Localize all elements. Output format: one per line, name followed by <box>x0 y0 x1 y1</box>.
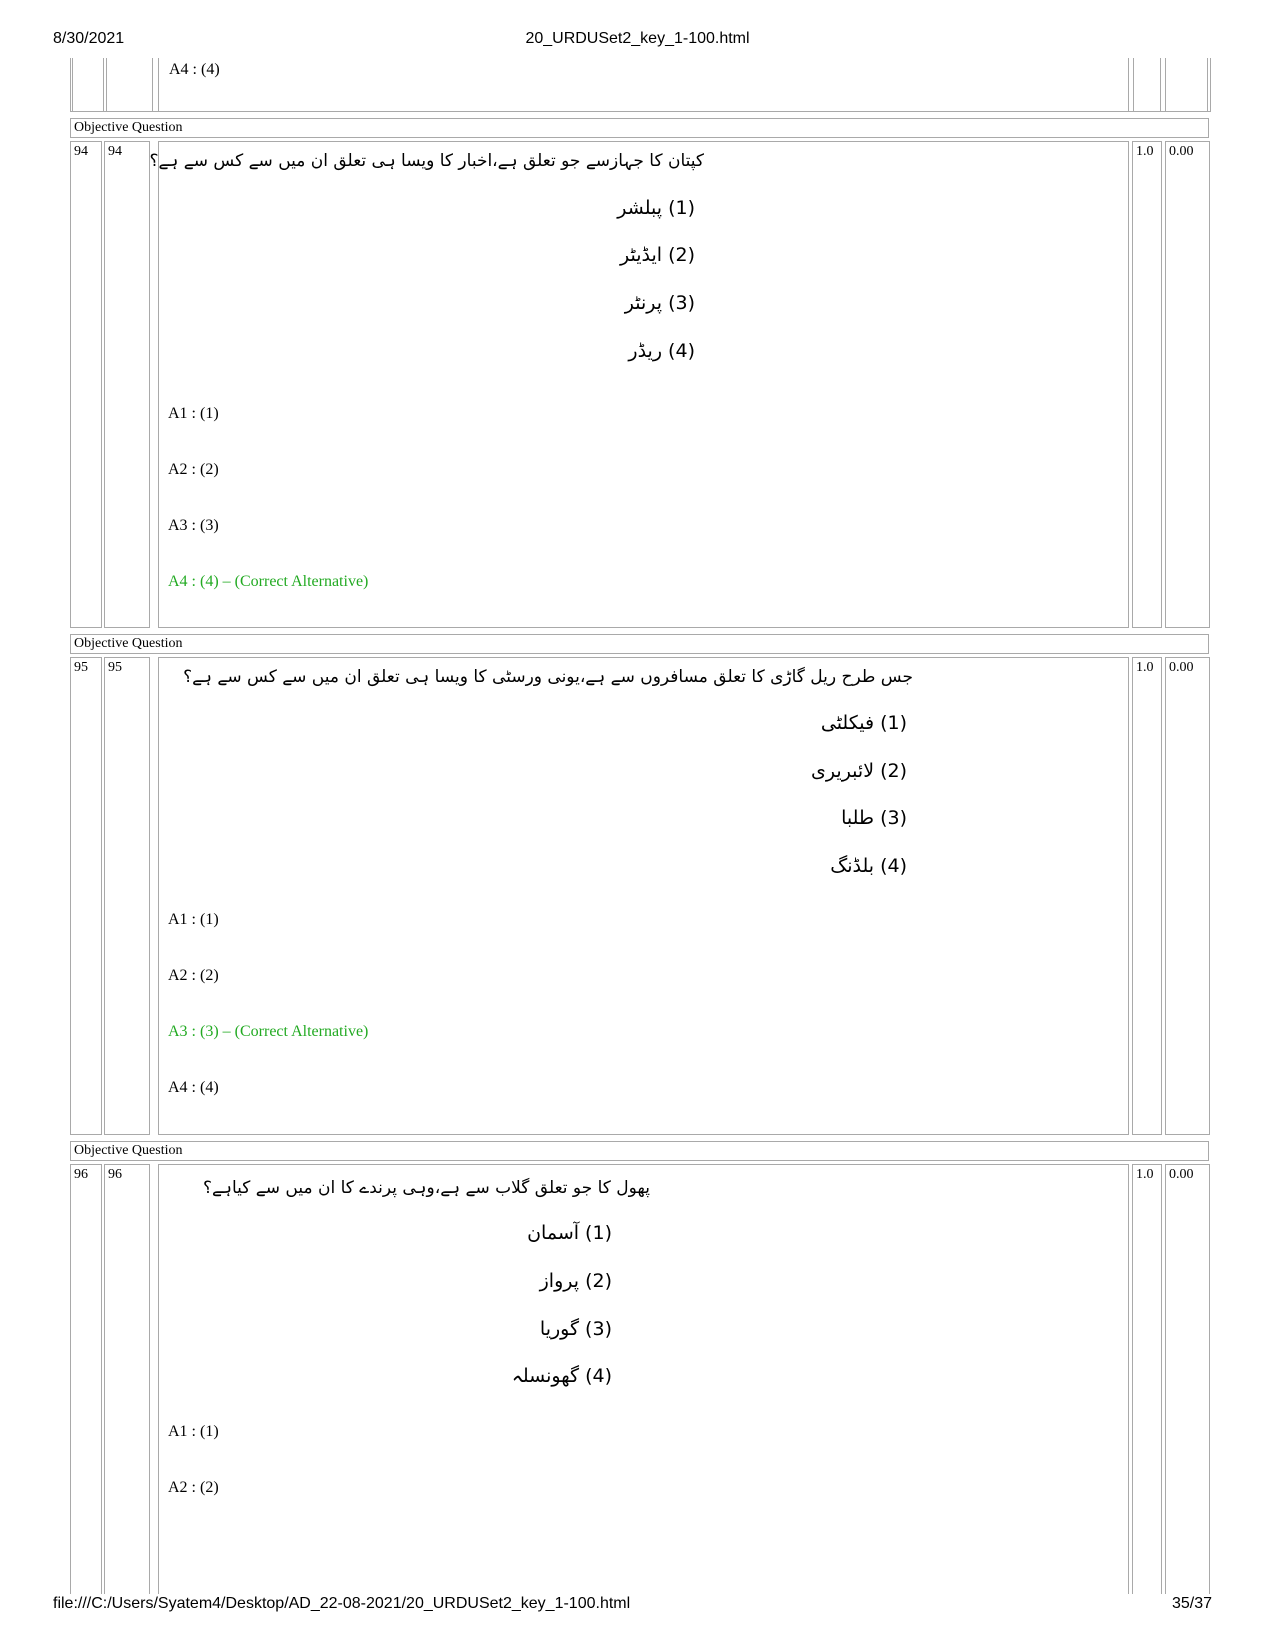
answer-a2: A2 : (2) <box>168 967 219 984</box>
print-header <box>0 30 1275 52</box>
answer-a3-correct: A3 : (3) – (Correct Alternative) <box>168 1023 369 1040</box>
option-3: (3) گوریا <box>539 1318 612 1340</box>
answer-a2: A2 : (2) <box>168 461 219 478</box>
option-1: (1) آسمان <box>527 1222 612 1244</box>
option-4: (4) بلڈنگ <box>830 855 907 877</box>
question-text: پھول کا جو تعلق گلاب سے ہے،وہی پرندے کا ان میں سے کیاہے؟ <box>203 1178 650 1198</box>
question-number: 96 <box>104 1164 150 1594</box>
option-2: (2) ایڈیٹر <box>619 244 695 266</box>
question-content <box>158 657 1129 1135</box>
answer-a2: A2 : (2) <box>168 1479 219 1496</box>
answer-a1: A1 : (1) <box>168 405 219 422</box>
negative-marks: 0.00 <box>1165 657 1210 1135</box>
answer-a1: A1 : (1) <box>168 1423 219 1440</box>
option-1: (1) پبلشر <box>617 197 695 219</box>
section-label: Objective Question <box>70 634 1209 654</box>
option-3: (3) طلبا <box>841 807 907 829</box>
print-footer <box>0 1595 1275 1617</box>
prev-answer-a4: A4 : (4) <box>169 61 220 78</box>
question-text: کپتان کا جہازسے جو تعلق ہے،اخبار کا ویسا ہی تعلق ان میں سے کس سے ہے؟ <box>149 151 704 171</box>
answer-a4-correct: A4 : (4) – (Correct Alternative) <box>168 573 369 590</box>
marks: 1.0 <box>1132 141 1162 628</box>
question-number: 94 <box>104 141 150 628</box>
print-title: 20_URDUSet2_key_1-100.html <box>525 30 750 47</box>
serial-number: 96 <box>70 1164 102 1594</box>
serial-number: 94 <box>70 141 102 628</box>
answer-a4: A4 : (4) <box>168 1079 219 1096</box>
option-4: (4) گھونسلہ <box>511 1365 612 1387</box>
option-4: (4) ریڈر <box>628 340 695 362</box>
negative-marks: 0.00 <box>1165 1164 1210 1594</box>
option-1: (1) فیکلٹی <box>820 712 907 734</box>
option-2: (2) پرواز <box>539 1270 612 1292</box>
marks: 1.0 <box>1132 1164 1162 1594</box>
prev-content-cell <box>158 58 1129 112</box>
question-number: 95 <box>104 657 150 1135</box>
section-label: Objective Question <box>70 1141 1209 1161</box>
file-path: file:///C:/Users/Syatem4/Desktop/AD_22-08-2021/20_URDUSet2_key_1-100.html <box>53 1595 631 1612</box>
serial-number: 95 <box>70 657 102 1135</box>
option-2: (2) لائبریری <box>811 760 907 782</box>
negative-marks: 0.00 <box>1165 141 1210 628</box>
section-label: Objective Question <box>70 118 1209 138</box>
marks: 1.0 <box>1132 657 1162 1135</box>
answer-a1: A1 : (1) <box>168 911 219 928</box>
question-text: جس طرح ریل گاڑی کا تعلق مسافروں سے ہے،یونی ورسٹی کا ویسا ہی تعلق ان میں سے کس سے ہے؟ <box>183 667 913 687</box>
page-number: 35/37 <box>1171 1595 1212 1612</box>
print-date: 8/30/2021 <box>53 30 125 47</box>
question-content <box>158 1164 1129 1594</box>
answer-a3: A3 : (3) <box>168 517 219 534</box>
option-3: (3) پرنٹر <box>624 292 695 314</box>
